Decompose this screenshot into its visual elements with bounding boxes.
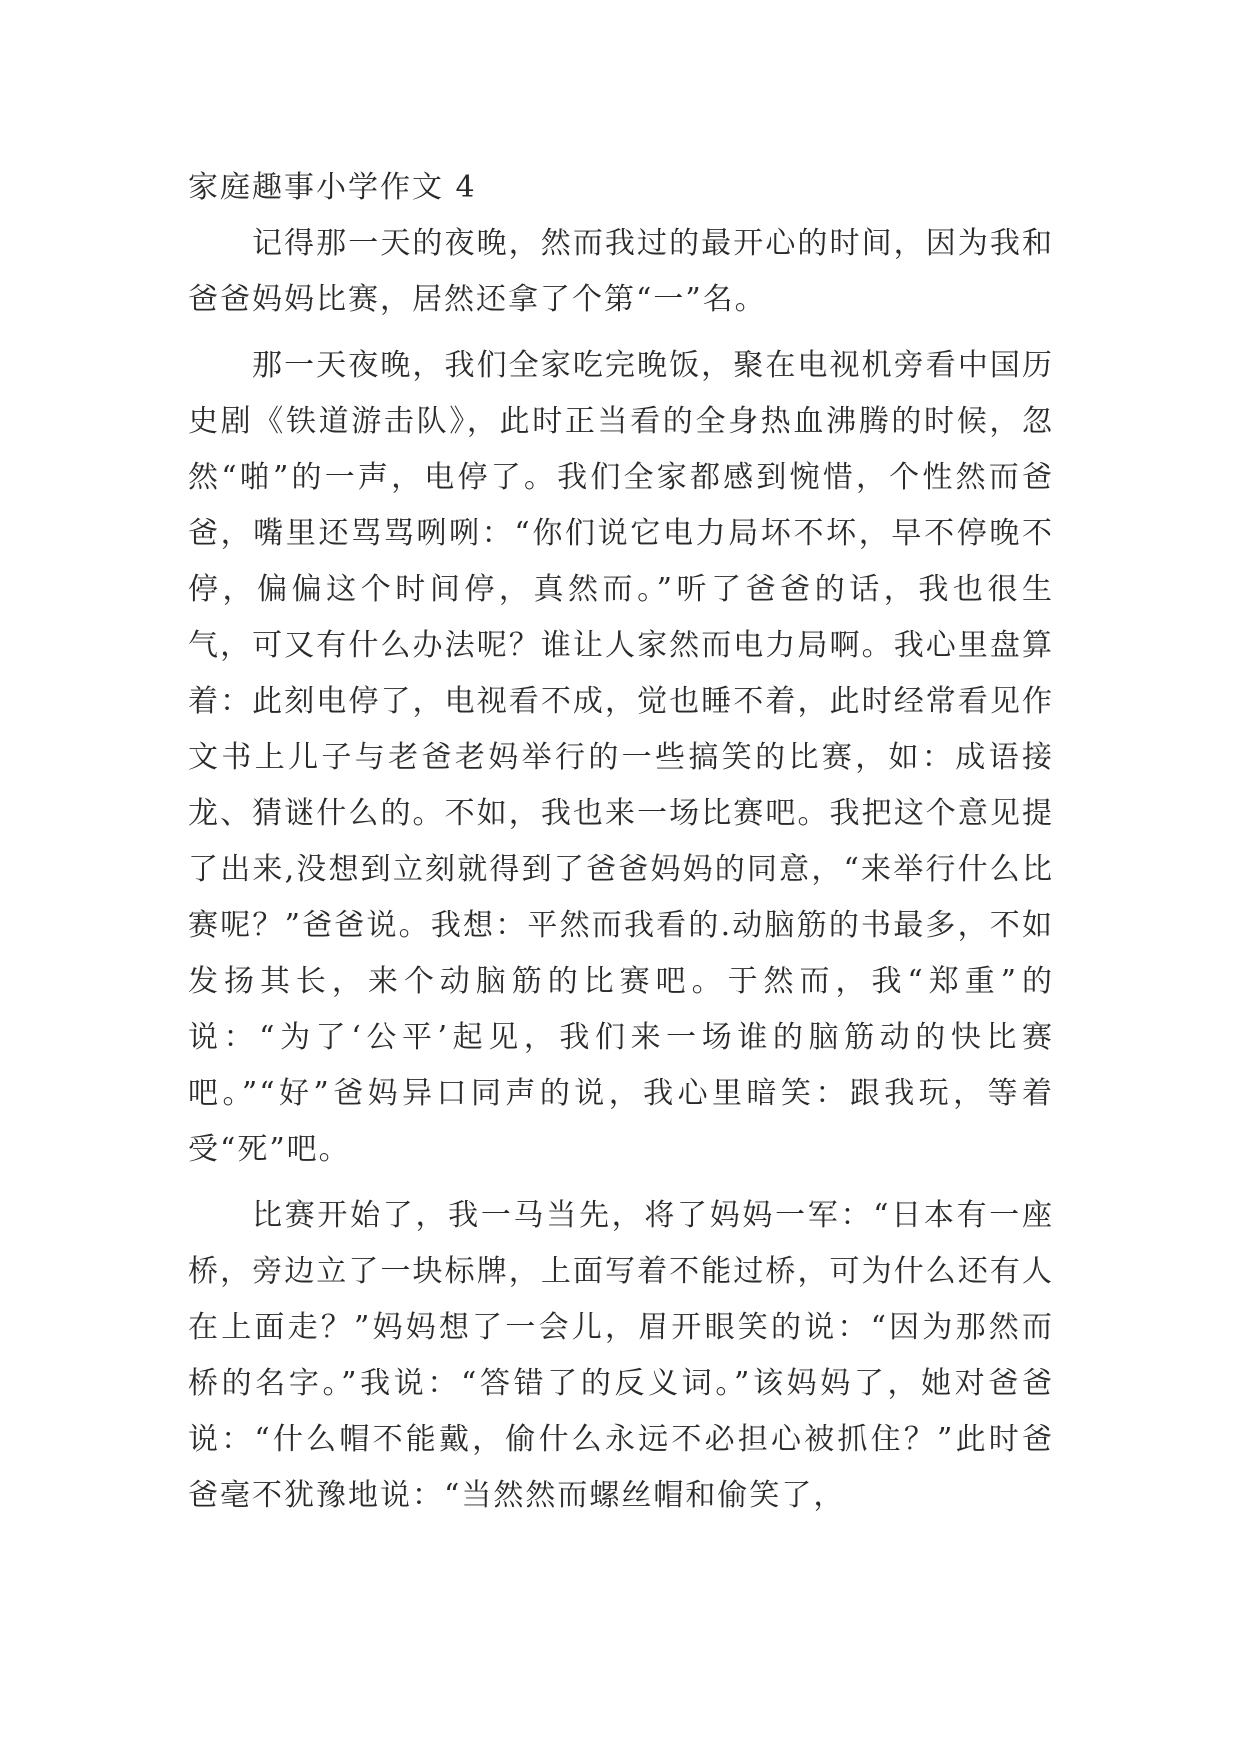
paragraph-2: 那一天夜晚，我们全家吃完晚饭，聚在电视机旁看中国历史剧《铁道游击队》，此时正当看的全身热血沸腾的时候，忽然“啪”的一声，电停了。我们全家都感到惋惜，个性然而爸爸，嘴里还骂骂咧咧：“你们说它电力局坏不坏，早不停晚不停，偏偏这个时间停，真然而。”听了爸爸的话，我也很生气，可又有什么办法呢？谁让人家然而电力局啊。我心里盘算着：此刻电停了，电视看不成，觉也睡不着，此时经常看见作文书上儿子与老爸老妈举行的一些搞笑的比赛，如：成语接龙、猜谜什么的。不如，我也来一场比赛吧。我把这个意见提了出来,没想到立刻就得到了爸爸妈妈的同意，“来举行什么比赛呢？”爸爸说。我想：平然而我看的.动脑筋的书最多，不如发扬其长，来个动脑筋的比赛吧。于然而，我“郑重”的说：“为了‘公平’起见，我们来一场谁的脑筋动的快比赛吧。”“好”爸妈异口同声的说，我心里暗笑：跟我玩，等着受“死”吧。 <box>188 348 1054 1167</box>
document-title: 家庭趣事小学作文 4 <box>188 170 477 205</box>
paragraph-1: 记得那一天的夜晚，然而我过的最开心的时间，因为我和爸爸妈妈比赛，居然还拿了个第“一”名。 <box>188 226 1054 317</box>
document-body <box>188 160 1054 1534</box>
paragraph-3: 比赛开始了，我一马当先，将了妈妈一军：“日本有一座桥，旁边立了一块标牌，上面写着不能过桥，可为什么还有人在上面走？”妈妈想了一会儿，眉开眼笑的说：“因为那然而桥的名字。”我说：“答错了的反义词。”该妈妈了，她对爸爸说：“什么帽不能戴，偷什么永远不必担心被抓住？”此时爸爸毫不犹豫地说：“当然然而螺丝帽和偷笑了， <box>188 1198 1054 1513</box>
